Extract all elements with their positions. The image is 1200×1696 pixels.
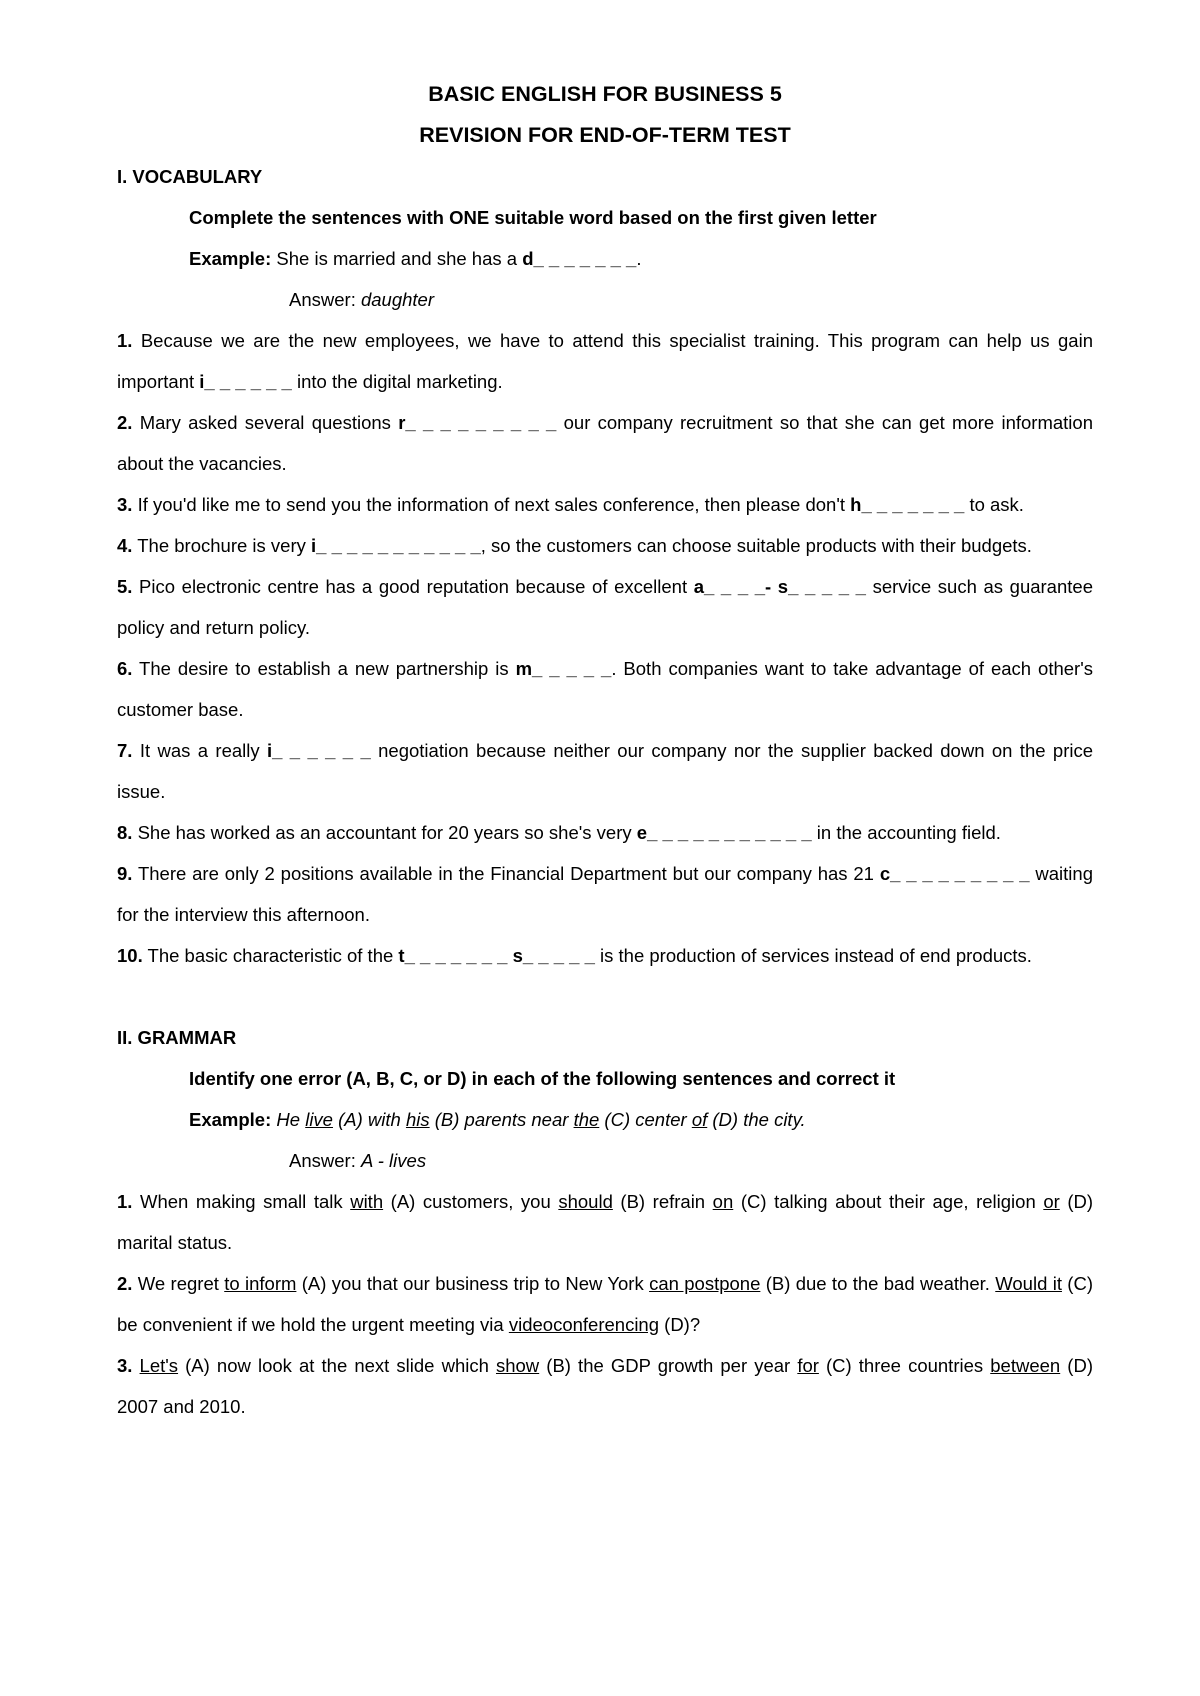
question-text: The desire to establish a new partnership is — [132, 658, 516, 679]
question-text-end: waiting for the interview this afternoon. — [117, 863, 1093, 925]
word-blank: m_ _ _ _ _ — [515, 658, 612, 679]
example-text: She is married and she has a — [271, 248, 523, 269]
word-blank: i_ _ _ _ _ _ _ _ _ _ _ — [311, 535, 481, 556]
word-blank: r_ _ _ _ _ _ _ _ _ — [398, 412, 557, 433]
vocab-question — [117, 812, 1093, 853]
underlined-option: to inform — [224, 1273, 297, 1294]
example-label: Example: — [189, 1109, 272, 1130]
question-text-end: our company recruitment so that she can get more information about the vacancies. — [117, 412, 1093, 474]
word-blank: i_ _ _ _ _ _ — [267, 740, 371, 761]
question-number: 2. — [117, 1273, 133, 1294]
word-blank: i_ _ _ _ _ _ — [199, 371, 292, 392]
word-blank: e_ _ _ _ _ _ _ _ _ _ _ — [636, 822, 812, 843]
vocab-question — [117, 853, 1093, 935]
word-blank: a_ _ _ _- s_ _ _ _ _ — [693, 576, 866, 597]
vocab-question — [117, 730, 1093, 812]
word-blank: h_ _ _ _ _ _ _ — [850, 494, 965, 515]
underlined-option: should — [558, 1191, 613, 1212]
document-subtitle: REVISION FOR END-OF-TERM TEST — [419, 123, 791, 147]
vocab-question — [117, 402, 1093, 484]
underlined-option: for — [797, 1355, 819, 1376]
grammar-heading: II. GRAMMAR — [117, 1027, 237, 1048]
question-text-end: service such as guarantee policy and return policy. — [117, 576, 1093, 638]
word-blank: t_ _ _ _ _ _ _ s_ _ _ _ _ — [398, 945, 595, 966]
question-text: It was a really — [132, 740, 267, 761]
question-text-end: negotiation because neither our company nor the supplier backed down on the price issue. — [117, 740, 1094, 802]
underlined-option: or — [1043, 1191, 1060, 1212]
underlined-option: between — [990, 1355, 1061, 1376]
question-text: There are only 2 positions available in the Financial Department but our company has 21 — [132, 863, 880, 884]
document-title: BASIC ENGLISH FOR BUSINESS 5 — [428, 82, 782, 106]
question-number: 4. — [117, 535, 133, 556]
grammar-example — [117, 1099, 1093, 1140]
grammar-question: 2. We regret to inform (A) you that our business trip to New York can postpone (B) due to the bad weather. Would it (C) be convenient if we hold the urgent meeting via videoconferencing (D)? — [117, 1273, 1093, 1335]
vocabulary-heading: I. VOCABULARY — [117, 166, 263, 187]
question-text-end: to ask. — [964, 494, 1024, 515]
answer-value: daughter — [360, 289, 435, 310]
question-text-end: in the accounting field. — [811, 822, 1001, 843]
question-number: 3. — [117, 494, 133, 515]
example-label: Example: — [189, 248, 272, 269]
example-blank: d_ _ _ _ _ _ _ — [522, 248, 637, 269]
vocab-question — [117, 566, 1093, 648]
underlined-option: can postpone — [649, 1273, 761, 1294]
answer-label: Answer: — [289, 1150, 361, 1171]
vocab-question — [117, 320, 1093, 402]
question-number: 7. — [117, 740, 133, 761]
answer-label: Answer: — [289, 289, 361, 310]
vocab-question — [117, 525, 1093, 566]
underlined-option: videoconferencing — [508, 1314, 660, 1335]
question-text: The basic characteristic of the — [142, 945, 399, 966]
question-text: She has worked as an accountant for 20 years so she's very — [132, 822, 637, 843]
example-text: He live (A) with his (B) parents near the (C) center of (D) the city. — [271, 1109, 806, 1130]
underlined-option: with — [350, 1191, 384, 1212]
question-text-end: . Both companies want to take advantage of each other's customer base. — [117, 658, 1093, 720]
grammar-instruction: Identify one error (A, B, C, or D) in each of the following sentences and correct it — [189, 1068, 896, 1089]
question-number: 1. — [117, 330, 133, 351]
question-number: 2. — [117, 412, 133, 433]
example-end: . — [636, 248, 642, 269]
section-spacer — [117, 976, 1093, 1017]
word-blank: c_ _ _ _ _ _ _ _ _ — [879, 863, 1030, 884]
document-page — [117, 62, 1093, 1427]
vocabulary-example — [117, 238, 1093, 279]
vocab-question — [117, 935, 1093, 976]
grammar-answer — [117, 1140, 1093, 1181]
vocabulary-answer — [117, 279, 1093, 320]
question-number: 10. — [117, 945, 143, 966]
question-number: 5. — [117, 576, 133, 597]
question-text: Mary asked several questions — [132, 412, 399, 433]
question-number: 8. — [117, 822, 133, 843]
question-text-end: is the production of services instead of end products. — [594, 945, 1032, 966]
vocab-question — [117, 484, 1093, 525]
question-text: If you'd like me to send you the information of next sales conference, then please don't — [132, 494, 851, 515]
underlined-option: Let's — [139, 1355, 179, 1376]
underlined-option: Would it — [995, 1273, 1062, 1294]
underlined-option: show — [495, 1355, 540, 1376]
question-text-end: into the digital marketing. — [291, 371, 503, 392]
question-number: 9. — [117, 863, 133, 884]
question-text: Because we are the new employees, we have to attend this specialist training. This program can help us gain important — [117, 330, 1093, 392]
question-number: 1. — [117, 1191, 133, 1212]
grammar-question: 1. When making small talk with (A) customers, you should (B) refrain on (C) talking about their age, religion or (D) marital status. — [117, 1191, 1094, 1253]
vocabulary-instruction: Complete the sentences with ONE suitable word based on the first given letter — [189, 207, 877, 228]
question-number: 3. — [117, 1355, 133, 1376]
vocab-question — [117, 648, 1093, 730]
underlined-option: on — [712, 1191, 734, 1212]
question-text-end: , so the customers can choose suitable products with their budgets. — [480, 535, 1032, 556]
question-text: Pico electronic centre has a good reputation because of excellent — [132, 576, 694, 597]
grammar-question: 3. Let's (A) now look at the next slide which show (B) the GDP growth per year for (C) three countries between (D) 2007 and 2010. — [117, 1355, 1093, 1417]
answer-value: A - lives — [360, 1150, 427, 1171]
question-text: The brochure is very — [132, 535, 312, 556]
question-number: 6. — [117, 658, 133, 679]
